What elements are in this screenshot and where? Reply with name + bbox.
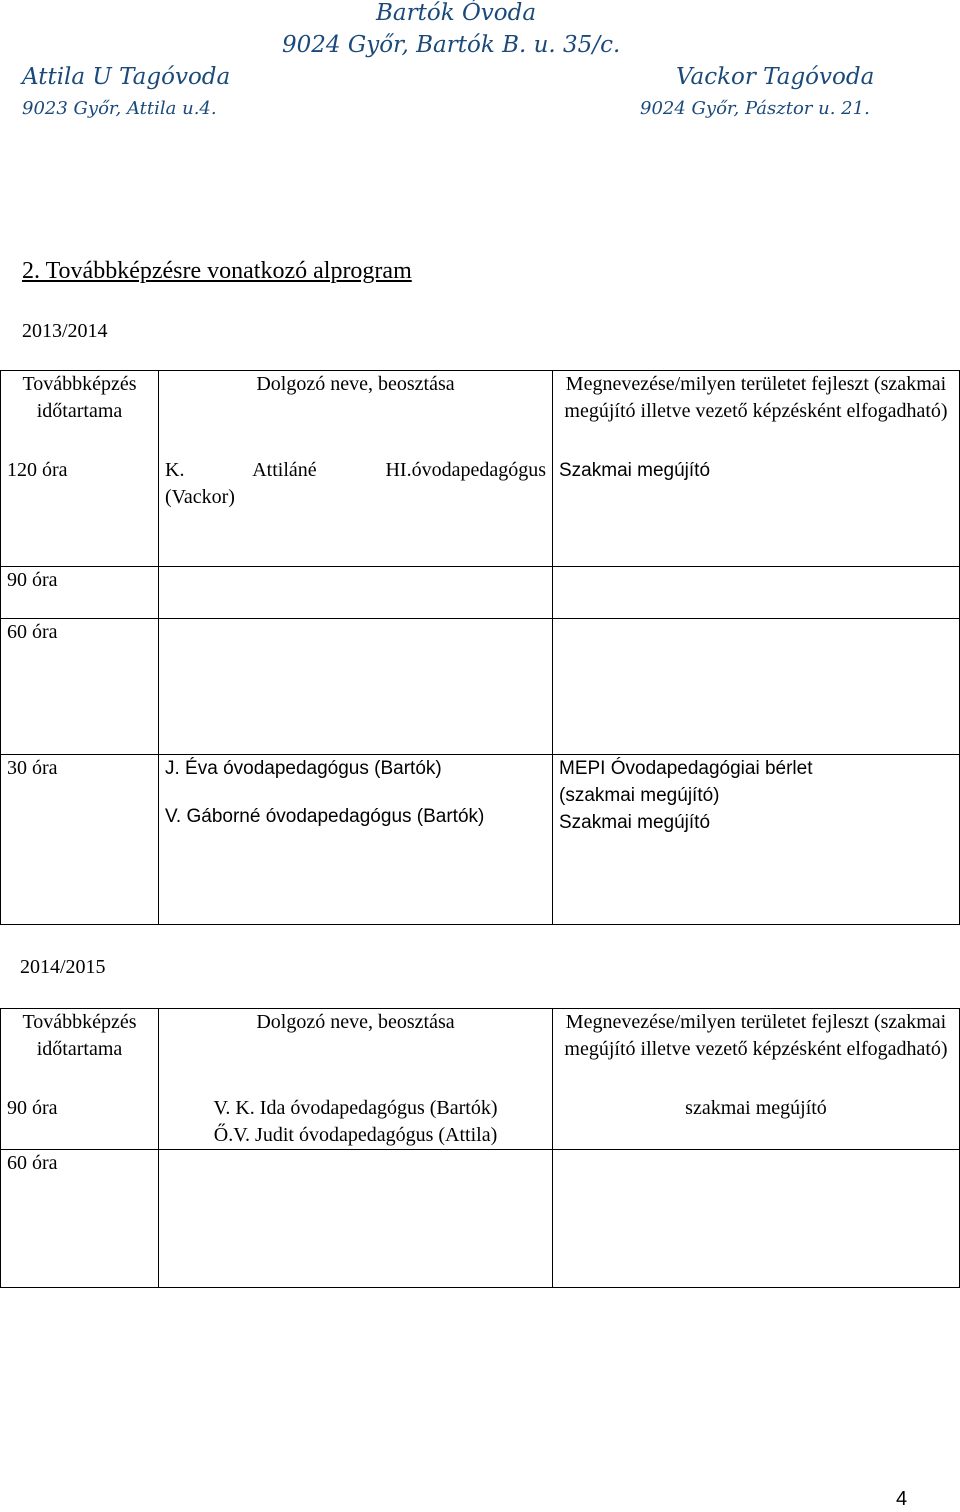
- course-type: Szakmai megújító: [559, 812, 711, 833]
- section-title: 2. Továbbképzésre vonatkozó alprogram: [22, 258, 412, 284]
- duration-cell: 120 óra: [1, 457, 159, 567]
- duration-cell: 60 óra: [1, 1149, 159, 1287]
- table-row: [1, 755, 960, 925]
- header-duration: Továbbképzés időtartama: [1, 371, 159, 457]
- course-cell: Szakmai megújító: [553, 457, 960, 567]
- letterhead-main-address: 9024 Győr, Bartók B. u. 35/c.: [282, 32, 621, 58]
- table-row: [1, 567, 960, 619]
- course-cell: szakmai megújító: [553, 1095, 960, 1150]
- duration-cell: 90 óra: [1, 1095, 159, 1150]
- training-table-2013: [0, 370, 960, 925]
- employee-cell: [159, 1095, 553, 1150]
- training-table-2014: [0, 1008, 960, 1288]
- course-name: MEPI Óvodapedagógiai bérlet: [559, 758, 813, 779]
- course-cell: [553, 619, 960, 755]
- employee-name: V. K. Ida óvodapedagógus (Bartók): [213, 1096, 498, 1119]
- employee-cell: [159, 567, 553, 619]
- header-course: Megnevezése/milyen területet fejleszt (szakmai megújító illetve vezető képzésként elfogadható): [553, 371, 960, 457]
- letterhead-right-name: Vackor Tagóvoda: [676, 64, 875, 90]
- employee-name: V. Gáborné óvodapedagógus (Bartók): [165, 806, 485, 827]
- year-label-1: 2013/2014: [22, 320, 108, 342]
- letterhead-left-address: 9023 Győr, Attila u.4.: [22, 98, 217, 119]
- employee-cell: [159, 1149, 553, 1287]
- course-cell: [553, 567, 960, 619]
- page-number: 4: [896, 1488, 908, 1510]
- employee-cell: [159, 619, 553, 755]
- course-type: (szakmai megújító): [559, 785, 720, 806]
- duration-cell: 30 óra: [1, 755, 159, 925]
- employee-name: K. Attiláné HI.óvodapedagógus: [165, 458, 546, 481]
- duration-cell: 90 óra: [1, 567, 159, 619]
- header-course: Megnevezése/milyen területet fejleszt (szakmai megújító illetve vezető képzésként elfogadható): [553, 1009, 960, 1095]
- course-cell: [553, 755, 960, 925]
- table-header-row: [1, 371, 960, 457]
- table-row: [1, 1149, 960, 1287]
- table-row: [1, 619, 960, 755]
- employee-cell: [159, 755, 553, 925]
- employee-cell: [159, 457, 553, 567]
- letterhead-right-address: 9024 Győr, Pásztor u. 21.: [640, 98, 870, 119]
- letterhead-left-name: Attila U Tagóvoda: [22, 64, 231, 90]
- letterhead-main-name: Bartók Óvoda: [376, 0, 537, 26]
- duration-cell: 60 óra: [1, 619, 159, 755]
- employee-name: J. Éva óvodapedagógus (Bartók): [165, 758, 442, 779]
- course-cell: [553, 1149, 960, 1287]
- header-duration: Továbbképzés időtartama: [1, 1009, 159, 1095]
- header-employee: Dolgozó neve, beosztása: [159, 371, 553, 457]
- table-row: [1, 457, 960, 567]
- header-employee: Dolgozó neve, beosztása: [159, 1009, 553, 1095]
- table-header-row: [1, 1009, 960, 1095]
- employee-location: (Vackor): [165, 485, 235, 508]
- table-row: [1, 1095, 960, 1150]
- employee-name: Ő.V. Judit óvodapedagógus (Attila): [213, 1123, 498, 1146]
- year-label-2: 2014/2015: [20, 956, 106, 978]
